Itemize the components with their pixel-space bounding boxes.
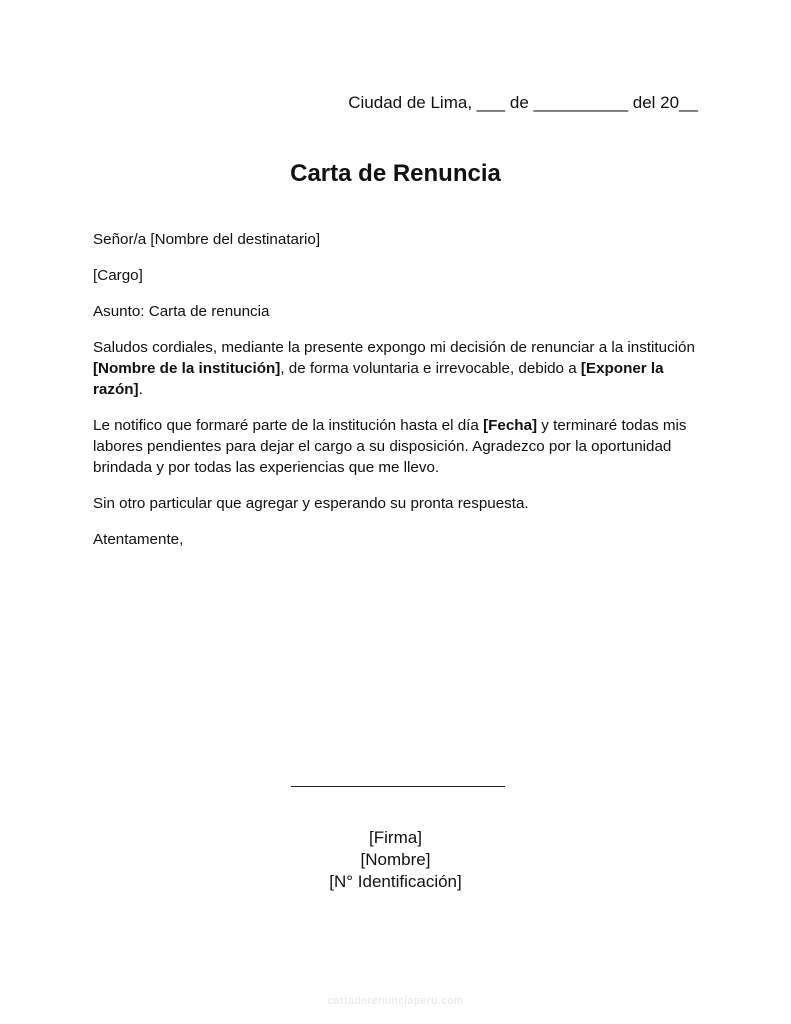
- page-title: Carta de Renuncia: [290, 160, 501, 187]
- paragraph-text: , de forma voluntaria e irrevocable, debido a: [280, 360, 581, 377]
- paragraph-notice: [93, 415, 703, 478]
- watermark: cartaderenunciaperu.com: [327, 995, 464, 1007]
- closing-salutation: Atentamente,: [93, 531, 184, 548]
- paragraph-text: Le notifico que formaré parte de la institución hasta el día: [93, 417, 484, 434]
- signature-line: [291, 786, 505, 787]
- date-line: Ciudad de Lima, ___ de __________ del 20__: [348, 93, 698, 112]
- signature-firma: [Firma]: [369, 828, 422, 847]
- paragraph-closing-remark: Sin otro particular que agregar y esperando su pronta respuesta.: [93, 495, 529, 512]
- recipient-line: Señor/a [Nombre del destinatario]: [93, 231, 321, 248]
- signature-identificacion: [N° Identificación]: [329, 872, 462, 891]
- paragraph-text: Saludos cordiales, mediante la presente expongo mi decisión de renunciar a la institución: [93, 339, 695, 356]
- letter-body: [93, 229, 703, 565]
- date-placeholder: [Fecha]: [483, 417, 538, 434]
- signature-block: [0, 827, 791, 893]
- position-line: [Cargo]: [93, 267, 143, 284]
- signature-nombre: [Nombre]: [360, 850, 431, 869]
- subject-line: Asunto: Carta de renuncia: [93, 303, 270, 320]
- institution-placeholder: [Nombre de la institución]: [93, 360, 281, 377]
- reason-placeholder: [Exponer la razón]: [93, 360, 664, 398]
- paragraph-text: .: [138, 381, 143, 398]
- paragraph-resignation: [93, 337, 703, 400]
- paragraph-text: y terminaré todas mis labores pendientes para dejar el cargo a su disposición. Agradezco por la oportunidad brindada y por todas las experiencias que me llevo.: [93, 417, 687, 476]
